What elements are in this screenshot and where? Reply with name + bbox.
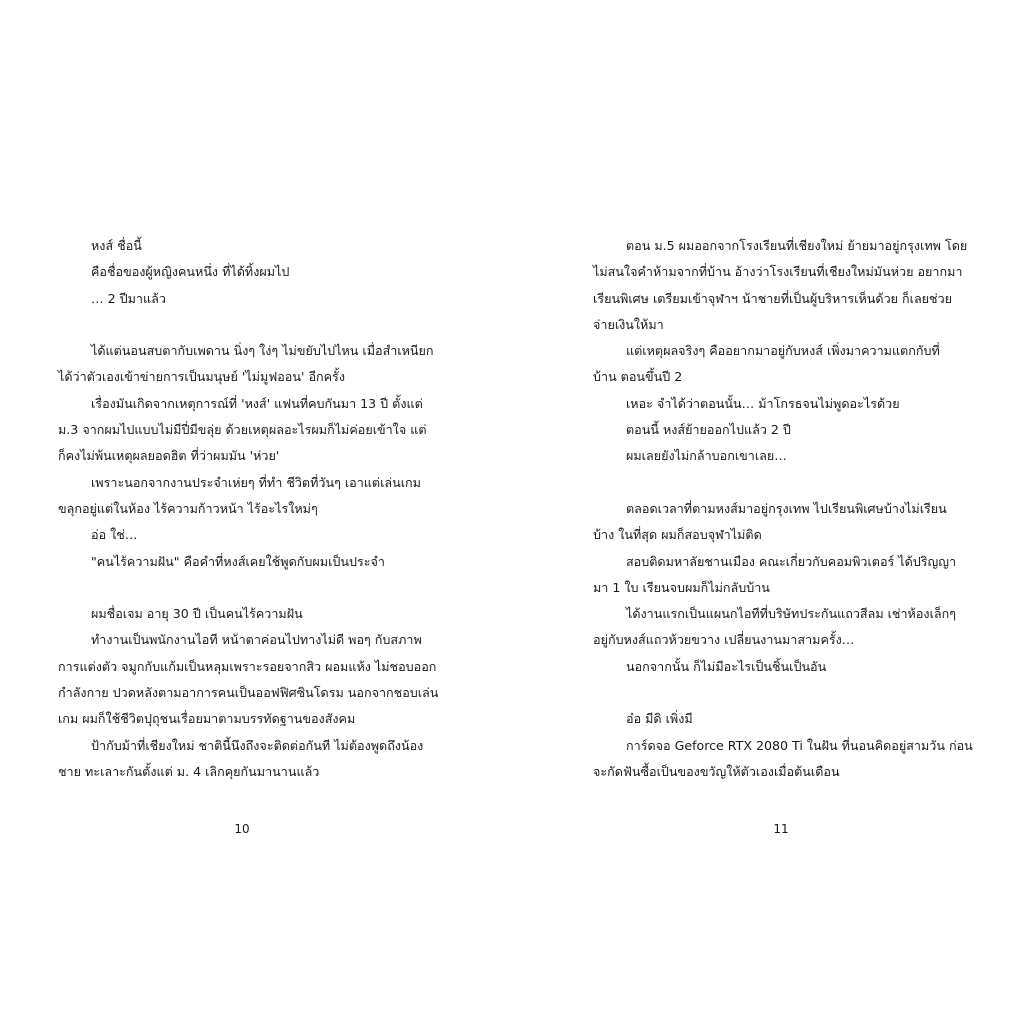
text-line: ชาย ทะเลาะกันตั้งแต่ ม. 4 เลิกคุยกันมานานแล้ว bbox=[58, 763, 320, 779]
text-line: เพราะนอกจากงานประจำเห่ยๆ ที่ทำ ชีวิตที่วันๆ เอาแต่เล่นเกม bbox=[91, 474, 421, 490]
text-line: ตอน ม.5 ผมออกจากโรงเรียนที่เชียงใหม่ ย้ายมาอยู่กรุงเทพ โดย bbox=[626, 238, 968, 253]
text-line: มา 1 ใบ เรียนจบผมก็ไม่กลับบ้าน bbox=[593, 579, 770, 595]
text-line: ได้ว่าตัวเองเข้าข่ายการเป็นมนุษย์ 'ไม่มูฟออน' อีกครั้ง bbox=[58, 369, 345, 385]
text-line: การแต่งตัว จมูกกับแก้มเป็นหลุมเพราะรอยจากสิว ผอมแห้ง ไม่ชอบออก bbox=[58, 658, 437, 674]
text-line: นอกจากนั้น ก็ไม่มีอะไรเป็นชิ้นเป็นอัน bbox=[626, 658, 827, 674]
text-line: อ่อ ใช่… bbox=[91, 527, 138, 543]
text-line: เกม ผมก็ใช้ชีวิตปุถุชนเรื่อยมาตามบรรทัดฐานของสังคม bbox=[58, 711, 356, 727]
text-line: ผมชื่อเจม อายุ 30 ปี เป็นคนไร้ความฝัน bbox=[91, 606, 303, 622]
text-line: ผมเลยยังไม่กล้าบอกเขาเลย… bbox=[626, 448, 787, 464]
text-line: จะกัดฟันซื้อเป็นของขวัญให้ตัวเองเมื่อต้นเดือน bbox=[593, 763, 840, 779]
text-line: บ้าง ในที่สุด ผมก็สอบจุฬาไม่ติด bbox=[593, 527, 762, 543]
text-line: ตอนนี้ หงส์ย้ายออกไปแล้ว 2 ปี bbox=[626, 422, 791, 438]
blank-line bbox=[58, 312, 438, 338]
text-line: ก็คงไม่พ้นเหตุผลยอดฮิต ที่ว่าผมมัน 'ห่วย' bbox=[58, 448, 280, 464]
text-line: เรื่องมันเกิดจากเหตุการณ์ที่ 'หงส์' แฟนที่คบกันมา 13 ปี ตั้งแต่ bbox=[91, 395, 423, 411]
text-line: ได้แต่นอนสบตากับเพดาน นิ่งๆ ใง่ๆ ไม่ขยับไปไหน เมื่อสำเหนียก bbox=[91, 343, 434, 359]
left-page-text bbox=[58, 233, 438, 785]
text-line: ม.3 จากผมไปแบบไม่มีปี่มีขลุ่ย ด้วยเหตุผลอะไรผมก็ไม่ค่อยเข้าใจ แต่ bbox=[58, 422, 427, 438]
text-line: กำลังกาย ปวดหลังตามอาการคนเป็นออฟฟิศซินโดรม นอกจากชอบเล่น bbox=[58, 685, 439, 701]
text-line: ป้ากับม้าที่เชียงใหม่ ชาตินี้นึงถึงจะติดต่อกันที ไม่ต้องพูดถึงน้อง bbox=[91, 737, 424, 753]
text-line: แต่เหตุผลจริงๆ คืออยากมาอยู่กับหงส์ เพิ่งมาความแตกกับที่ bbox=[626, 343, 940, 359]
text-line: ไม่สนใจคำห้ามจากที่บ้าน อ้างว่าโรงเรียนที่เชียงใหม่มันห่วย อยากมา bbox=[593, 264, 963, 280]
blank-line bbox=[58, 575, 438, 601]
text-line: อยู่กับหงส์แถวห้วยขวาง เปลี่ยนงานมาสามครั้ง… bbox=[593, 632, 855, 648]
text-line: อ๋อ มีดิ เพิ่งมี bbox=[626, 711, 693, 727]
text-line: เรียนพิเศษ เตรียมเข้าจุฬาฯ น้าชายที่เป็นผู้บริหารเห็นด้วย ก็เลยช่วย bbox=[593, 290, 953, 306]
text-line: สอบติดมหาลัยชานเมือง คณะเกี่ยวกับคอมพิวเตอร์ ได้ปริญญา bbox=[626, 553, 957, 569]
text-line: คือชื่อของผู้หญิงคนหนึ่ง ที่ได้ทิ้งผมไป bbox=[91, 264, 290, 280]
text-line: จ่ายเงินให้มา bbox=[593, 316, 664, 332]
text-line: ขลุกอยู่แต่ในห้อง ไร้ความก้าวหน้า ไร้อะไรใหม่ๆ bbox=[58, 500, 318, 516]
text-line: ทำงานเป็นพนักงานไอที หน้าตาค่อนไปทางไม่ดี พอๆ กับสภาพ bbox=[91, 632, 422, 648]
text-line: เหอะ จำได้ว่าตอนนั้น… ม้าโกรธจนไม่พูดอะไรด้วย bbox=[626, 395, 900, 411]
text-line: ได้งานแรกเป็นแผนกไอทีที่บริษัทประกันแถวสีลม เช่าห้องเล็กๆ bbox=[626, 606, 956, 622]
right-page-number: 11 bbox=[773, 822, 789, 836]
left-page-number: 10 bbox=[234, 822, 250, 836]
right-page-text bbox=[593, 233, 973, 785]
blank-line bbox=[593, 680, 973, 706]
text-line: หงส์ ชื่อนี้ bbox=[91, 238, 142, 253]
text-line: … 2 ปีมาแล้ว bbox=[91, 290, 166, 306]
text-line: บ้าน ตอนขึ้นปี 2 bbox=[593, 369, 683, 385]
text-line: การ์ดจอ Geforce RTX 2080 Ti ในฝัน ที่นอนคิดอยู่สามวัน ก่อน bbox=[626, 737, 973, 753]
blank-line bbox=[593, 470, 973, 496]
text-line: "คนไร้ความฝัน" คือคำที่หงส์เคยใช้พูดกับผมเป็นประจำ bbox=[91, 553, 385, 569]
text-line: ตลอดเวลาที่ตามหงส์มาอยู่กรุงเทพ ไปเรียนพิเศษบ้างไม่เรียน bbox=[626, 500, 947, 516]
